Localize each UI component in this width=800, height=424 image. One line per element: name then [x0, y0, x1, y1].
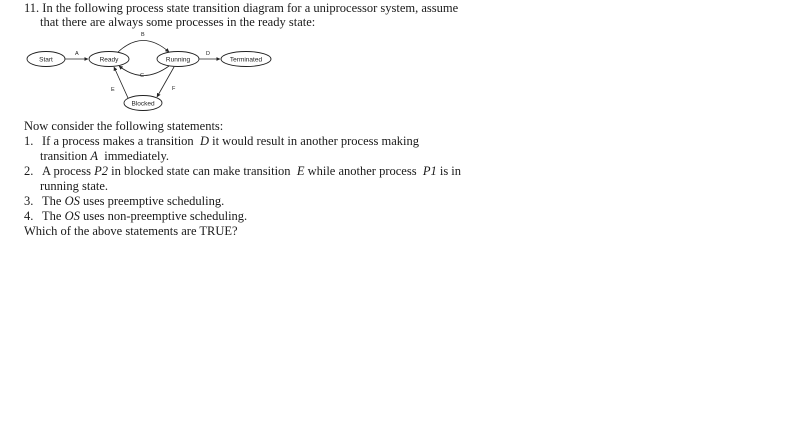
statement-2-text-pre: A process	[42, 164, 91, 178]
statement-1	[24, 134, 419, 149]
state-running-label: Running	[165, 56, 191, 64]
statement-2-var-p1: P1	[422, 164, 437, 178]
state-start-label: Start	[39, 56, 53, 64]
question-line-1: 11. In the following process state transition diagram for a uniprocessor system, assume	[24, 1, 459, 15]
transition-d-label: D	[206, 51, 210, 57]
statement-3	[24, 194, 224, 209]
state-ready-label: Ready	[99, 56, 119, 64]
statement-2-text-mid: in blocked state can make transition	[111, 164, 291, 178]
transition-b-label: B	[141, 32, 145, 38]
statement-3-text-pre: The	[42, 194, 62, 208]
statements-intro: Now consider the following statements:	[24, 119, 224, 133]
statement-2-var-p2: P2	[94, 164, 108, 178]
transition-c-label: C	[140, 73, 144, 79]
state-blocked-label: Blocked	[131, 100, 155, 108]
statement-2-number: 2.	[24, 164, 34, 178]
statement-4	[24, 209, 247, 224]
statement-2-text-post: is in	[439, 164, 462, 178]
transition-f-label: F	[172, 86, 176, 92]
statement-1-line-2	[24, 149, 169, 164]
statement-1-number: 1.	[24, 134, 34, 148]
statement-1-var-d: D	[199, 134, 209, 148]
statement-1-text-mid: it would result in another process making	[212, 134, 419, 148]
transition-c-arrow	[119, 66, 169, 76]
state-terminated-label: Terminated	[229, 56, 263, 64]
transition-e-label: E	[111, 87, 115, 93]
statement-1-var-a: A	[90, 149, 98, 163]
statement-4-var-os: OS	[64, 209, 80, 223]
transition-e-arrow	[114, 67, 128, 98]
statement-3-var-os: OS	[64, 194, 80, 208]
statement-4-text-pre: The	[42, 209, 62, 223]
statement-2-line-2: running state.	[40, 179, 109, 193]
statement-2	[24, 164, 461, 179]
statement-3-number: 3.	[24, 194, 34, 208]
statement-4-number: 4.	[24, 209, 34, 223]
question-line-2: that there are always some processes in the ready state:	[40, 15, 316, 29]
transition-b-arrow	[118, 41, 169, 53]
state-transition-diagram	[22, 27, 282, 115]
closing-question: Which of the above statements are TRUE?	[24, 224, 238, 238]
statement-1-line2-pre: transition	[40, 149, 88, 163]
statement-1-line2-post: immediately.	[104, 149, 170, 163]
statement-1-text-pre: If a process makes a transition	[42, 134, 194, 148]
transition-a-label: A	[75, 51, 79, 57]
statement-2-var-e: E	[296, 164, 305, 178]
statement-3-text-post: uses preemptive scheduling.	[82, 194, 225, 208]
statement-4-text-post: uses non-preemptive scheduling.	[82, 209, 248, 223]
statement-2-text-mid2: while another process	[307, 164, 417, 178]
